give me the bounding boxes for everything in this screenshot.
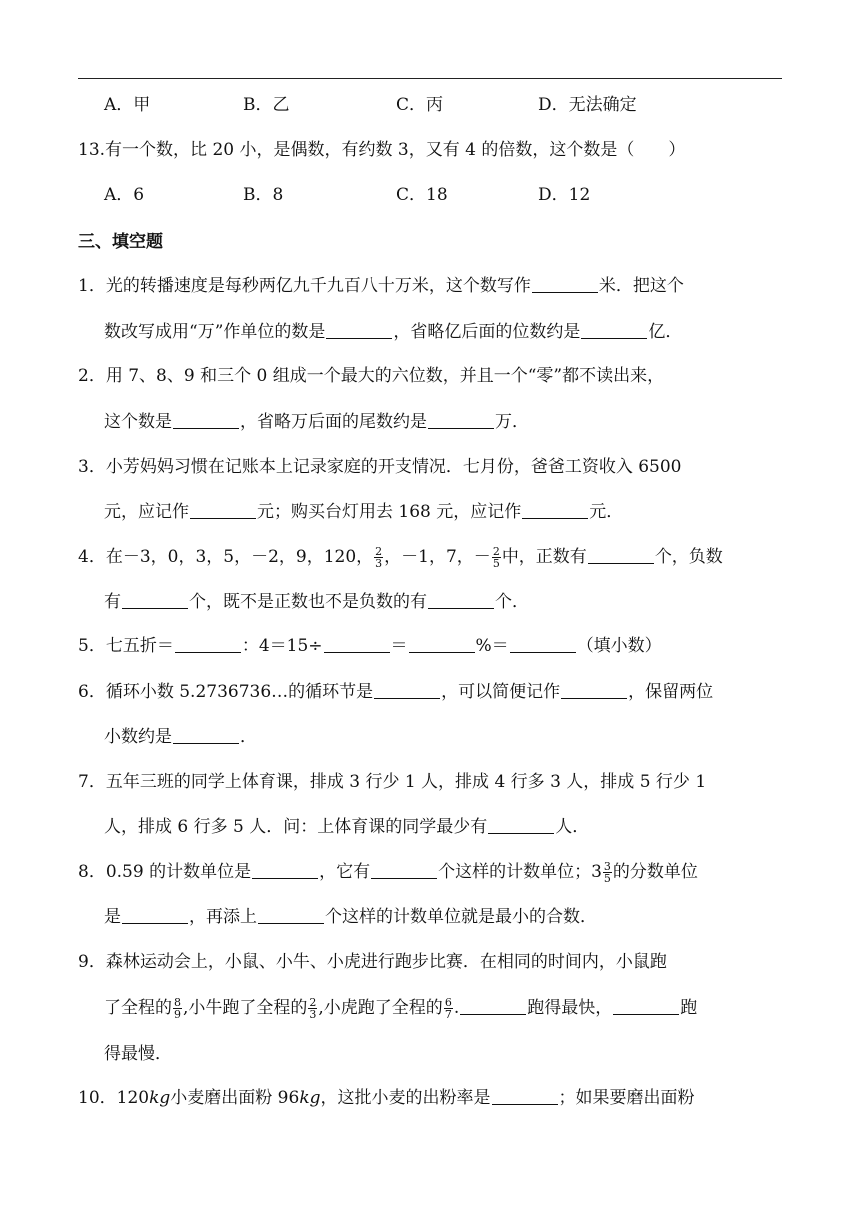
q6-text-d: 小数约是: [104, 727, 172, 747]
q5-blank-4[interactable]: [510, 634, 576, 653]
q3-blank-1[interactable]: [190, 500, 256, 519]
q9-text-d: .: [453, 998, 460, 1018]
q4-text-e: 有: [104, 592, 121, 612]
q5-text-b: ：4＝15÷: [241, 636, 323, 656]
q8-blank-2[interactable]: [371, 860, 437, 879]
q1-text-d: ，省略亿后面的位数约是: [393, 322, 581, 342]
q9-line2: [104, 996, 697, 1020]
q5-blank-1[interactable]: [175, 634, 241, 653]
q4-text-b: ，－1，7，－: [384, 547, 491, 567]
q10-unit-1: kg: [149, 1088, 171, 1108]
q1-text-c: 数改写成用“万”作单位的数是: [104, 322, 326, 342]
q13-text: 13.有一个数，比 20 小，是偶数，有约数 3，又有 4 的倍数，这个数是（ ）: [78, 140, 686, 160]
q3-blank-2[interactable]: [522, 500, 588, 519]
q8-text-d: 的分数单位: [612, 862, 698, 882]
q4-fraction-2: $\frac{2}{5}$: [492, 545, 500, 570]
q2-blank-2[interactable]: [428, 410, 494, 429]
q4-fraction-1: $\frac{2}{3}$: [375, 545, 383, 570]
q2-text-b: ，省略万后面的尾数约是: [240, 412, 427, 432]
q6-text-a: 6．循环小数 5.2736736…的循环节是: [78, 682, 374, 702]
q10-text-b: 小麦磨出面粉 96: [170, 1088, 300, 1108]
q7-text-b: 人．: [555, 817, 590, 837]
q12-option-c: C．丙: [396, 95, 444, 115]
q3-line1: 3．小芳妈妈习惯在记账本上记录家庭的开支情况．七月份，爸爸工资收入 6500: [78, 457, 682, 477]
q2-line1: 2．用 7、8、9 和三个 0 组成一个最大的六位数，并且一个“零”都不读出来，: [78, 366, 665, 386]
q3-text-a: 元，应记作: [104, 502, 189, 522]
q9-text-c: ,小虎跑了全程的: [318, 998, 443, 1018]
q1-blank-1[interactable]: [532, 274, 598, 293]
q10-text-a: 10．120: [78, 1088, 150, 1108]
q5-text-e: （填小数）: [576, 636, 662, 656]
q9-text-b: ,小牛跑了全程的: [183, 998, 308, 1018]
q2-blank-1[interactable]: [173, 410, 239, 429]
q9-fraction-1: $\frac{8}{9}$: [174, 996, 181, 1021]
q1-line2: [104, 320, 682, 344]
q9-fraction-2: $\frac{2}{3}$: [309, 996, 317, 1021]
q6-text-c: ，保留两位: [628, 682, 714, 702]
q10-text-c: ，这批小麦的出粉率是: [320, 1088, 491, 1108]
q12-option-b: B．乙: [243, 95, 290, 115]
q8-blank-3[interactable]: [122, 905, 188, 924]
q10-line1: [78, 1086, 695, 1110]
q4-text-c: 中，正数有: [501, 547, 587, 567]
q6-blank-2[interactable]: [561, 680, 627, 699]
q8-text-f: ，再添上: [189, 907, 257, 927]
q9-text-a: 了全程的: [104, 998, 172, 1018]
q5-text-a: 5．七五折＝: [78, 636, 174, 656]
q1-text-a: 1．光的转播速度是每秒两亿九千九百八十万米，这个数写作: [78, 276, 531, 296]
q9-line1: 9．森林运动会上，小鼠、小牛、小虎进行跑步比赛．在相同的时间内，小鼠跑: [78, 952, 667, 972]
q2-line2: [104, 410, 529, 434]
q8-line1: [78, 860, 698, 884]
q9-line3: 得最慢．: [104, 1044, 172, 1064]
q4-line1: [78, 545, 723, 569]
q7-line1: 7．五年三班的同学上体育课，排成 3 行少 1 人，排成 4 行多 3 人，排成 5 行少 1: [78, 772, 707, 792]
q4-line2: [104, 590, 529, 614]
q6-line1: [78, 680, 713, 704]
q9-blank-2[interactable]: [613, 996, 679, 1015]
q7-line2: [104, 815, 589, 839]
q4-blank-1[interactable]: [588, 545, 654, 564]
q2-text-a: 这个数是: [104, 412, 172, 432]
q1-text-e: 亿．: [648, 322, 683, 342]
q3-text-b: 元；购买台灯用去 168 元，应记作: [257, 502, 522, 522]
q4-blank-3[interactable]: [428, 590, 494, 609]
q5-line: [78, 634, 662, 658]
q9-fraction-3: $\frac{6}{7}$: [444, 996, 452, 1021]
q4-text-d: 个，负数: [654, 547, 723, 567]
q13-option-b: B．8: [243, 185, 284, 205]
q5-text-c: ＝: [390, 636, 408, 656]
q13-option-c: C．18: [396, 185, 448, 205]
q8-line2: [104, 905, 597, 929]
q6-blank-3[interactable]: [173, 725, 239, 744]
q2-text-c: 万．: [495, 412, 529, 432]
q8-text-c: 个这样的计数单位；3: [438, 862, 602, 882]
q1-blank-2[interactable]: [326, 320, 392, 339]
q1-line1: [78, 274, 684, 298]
q9-text-e: 跑得最快，: [527, 998, 613, 1018]
q10-text-d: ；如果要磨出面粉: [558, 1088, 695, 1108]
q9-blank-1[interactable]: [460, 996, 526, 1015]
q10-unit-2: kg: [299, 1088, 321, 1108]
q13-option-d: D．12: [538, 185, 591, 205]
header-rule: [78, 78, 782, 79]
q4-text-f: 个，既不是正数也不是负数的有: [189, 592, 427, 612]
q7-blank-1[interactable]: [488, 815, 554, 834]
q5-text-d: %＝: [475, 636, 509, 656]
q4-blank-2[interactable]: [122, 590, 188, 609]
q4-text-g: 个．: [495, 592, 529, 612]
q8-fraction: $\frac{3}{5}$: [603, 860, 611, 885]
q5-blank-2[interactable]: [324, 634, 390, 653]
q12-option-a: A．甲: [104, 95, 151, 115]
q5-blank-3[interactable]: [409, 634, 475, 653]
q10-blank-1[interactable]: [492, 1086, 558, 1105]
q6-text-b: ，可以简便记作: [441, 682, 561, 702]
q9-text-f: 跑: [680, 998, 698, 1018]
q8-text-a: 8．0.59 的计数单位是: [78, 862, 252, 882]
q3-text-c: 元．: [589, 502, 624, 522]
section-title: 三、填空题: [78, 232, 163, 252]
q8-blank-4[interactable]: [258, 905, 324, 924]
q6-text-e: ．: [240, 727, 257, 747]
q13-option-a: A．6: [104, 185, 145, 205]
q1-blank-3[interactable]: [581, 320, 647, 339]
q3-line2: [104, 500, 623, 524]
q6-line2: [104, 725, 257, 749]
q6-blank-1[interactable]: [374, 680, 440, 699]
q8-text-b: ，它有: [319, 862, 371, 882]
q8-text-g: 个这样的计数单位就是最小的合数．: [325, 907, 597, 927]
q12-option-d: D．无法确定: [538, 95, 637, 115]
q7-text-a: 人，排成 6 行多 5 人．问：上体育课的同学最少有: [104, 817, 488, 837]
q8-text-e: 是: [104, 907, 121, 927]
q4-text-a: 4．在－3，0，3，5，－2，9，120，: [78, 547, 374, 567]
q8-blank-1[interactable]: [252, 860, 318, 879]
q1-text-b: 米．把这个: [598, 276, 684, 296]
